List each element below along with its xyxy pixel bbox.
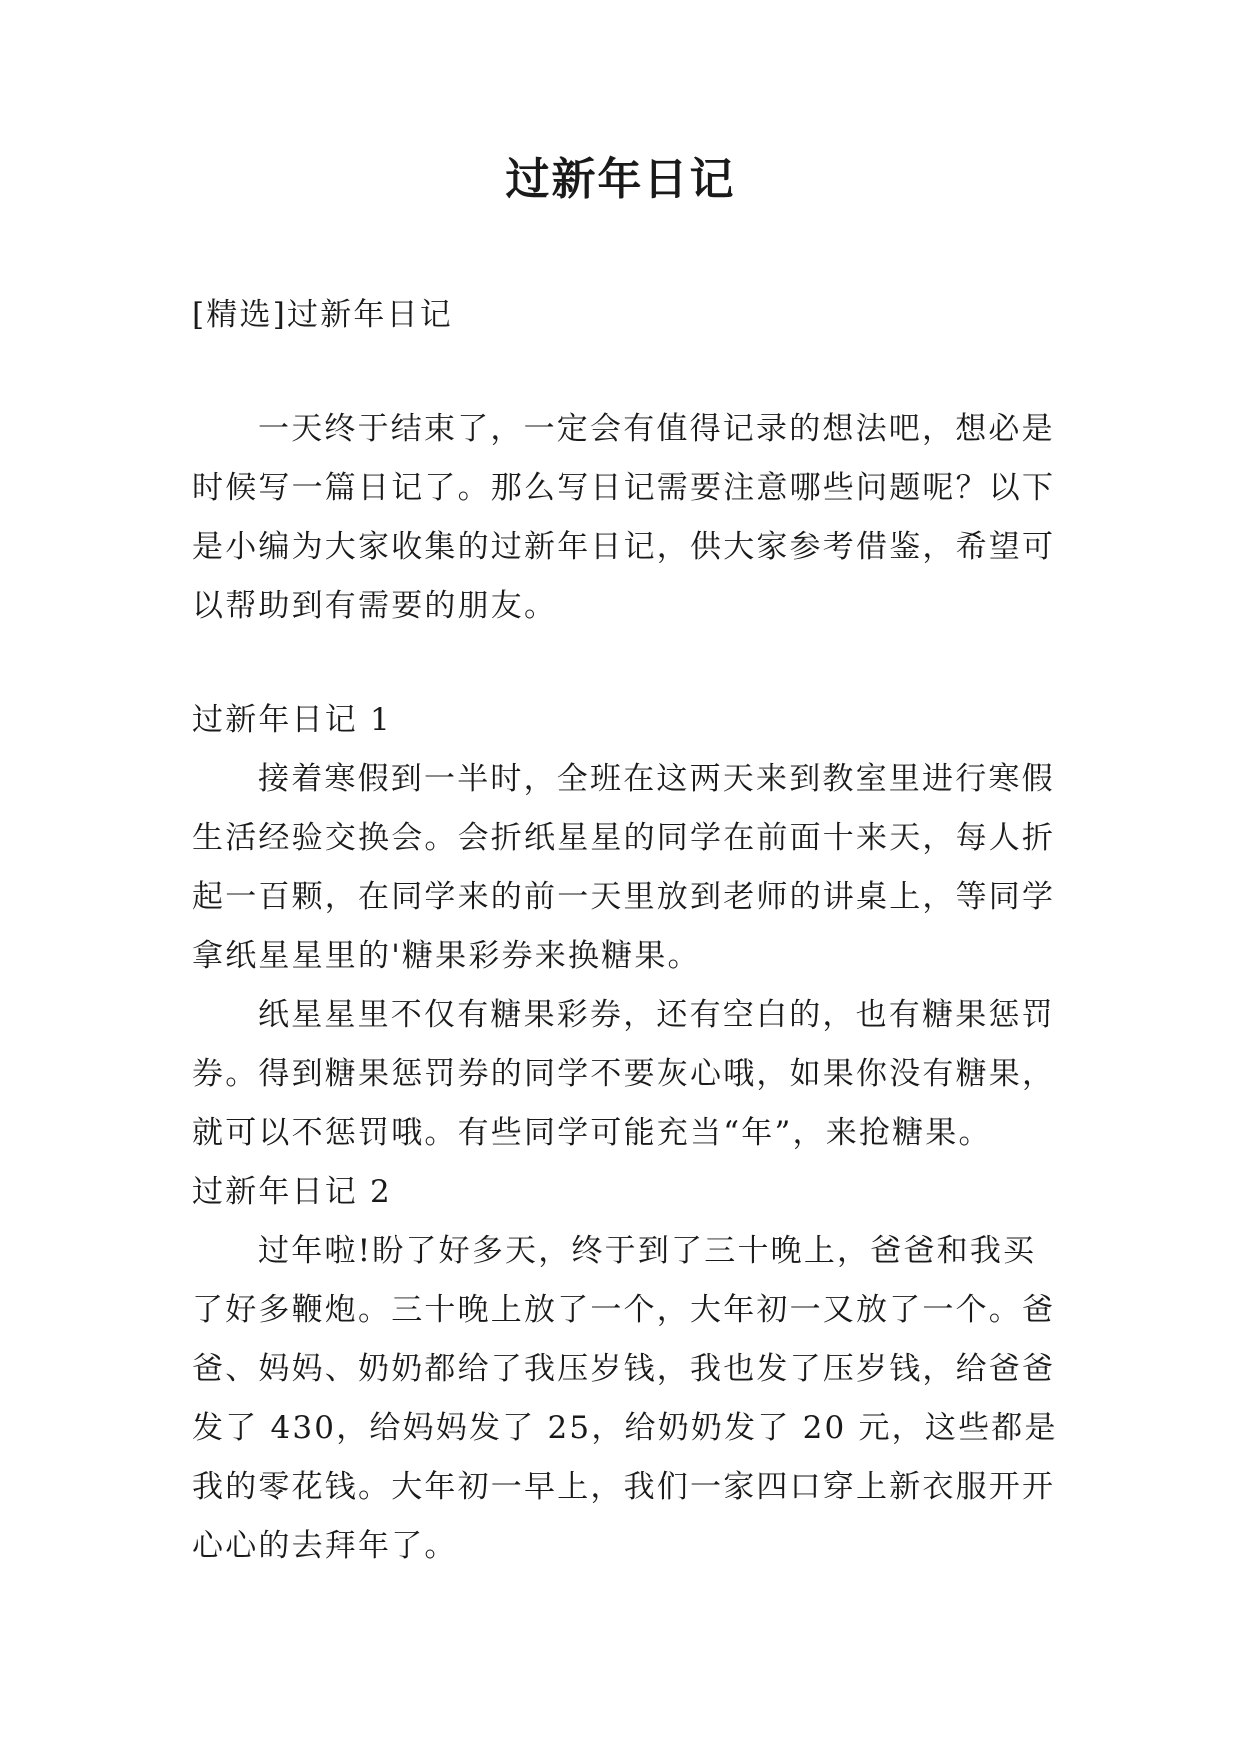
page-title: 过新年日记 xyxy=(505,154,736,205)
section-heading-2: 过新年日记 2 xyxy=(192,1174,392,1210)
intro-paragraph: 一天终于结束了，一定会有值得记录的想法吧，想必是时候写一篇日记了。那么写日记需要注意哪些问题呢？以下是小编为大家收集的过新年日记，供大家参考借鉴，希望可以帮助到有需要的朋友。 xyxy=(192,411,1056,624)
section-heading-1: 过新年日记 1 xyxy=(192,702,392,738)
section-2-paragraph-1: 过年啦!盼了好多天，终于到了三十晚上，爸爸和我买了好多鞭炮。三十晚上放了一个，大年初一又放了一个。爸爸、妈妈、奶奶都给了我压岁钱，我也发了压岁钱，给爸爸发了 430，给妈妈发了 25，给奶奶发了 20 元，这些都是我的零花钱。大年初一早上，我们一家四口穿上新衣服开开心心的去拜年了。 xyxy=(192,1233,1058,1564)
section-1-paragraph-2: 纸星星里不仅有糖果彩券，还有空白的，也有糖果惩罚券。得到糖果惩罚券的同学不要灰心哦，如果你没有糖果，就可以不惩罚哦。有些同学可能充当“年”，来抢糖果。 xyxy=(192,997,1056,1151)
section-1-paragraph-1: 接着寒假到一半时，全班在这两天来到教室里进行寒假生活经验交换会。会折纸星星的同学在前面十来天，每人折起一百颗，在同学来的前一天里放到老师的讲桌上，等同学拿纸星星里的'糖果彩券来换糖果。 xyxy=(192,761,1056,974)
document-subtitle: [精选]过新年日记 xyxy=(192,297,453,333)
document-body xyxy=(192,286,1060,1576)
